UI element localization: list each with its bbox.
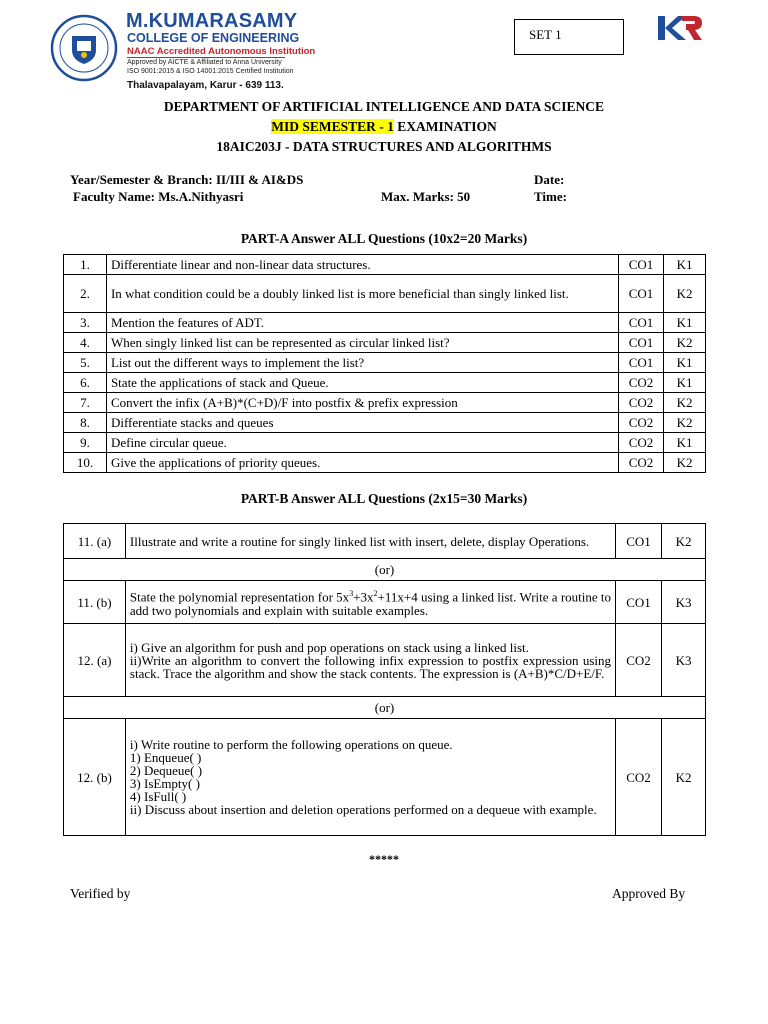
knowledge-level: K2 — [664, 275, 706, 313]
knowledge-level: K2 — [664, 453, 706, 473]
table-row — [64, 697, 706, 719]
divider — [127, 57, 285, 58]
knowledge-level: K2 — [664, 393, 706, 413]
question-text: Differentiate stacks and queues — [106, 413, 618, 433]
faculty-name: Faculty Name: Ms.A.Nithyasri — [73, 189, 244, 204]
table-row — [64, 581, 706, 624]
question-number: 2. — [64, 275, 107, 313]
table-row — [64, 313, 706, 333]
question-text: Define circular queue. — [106, 433, 618, 453]
part-a-table — [63, 254, 706, 473]
question-part-2: ii)Write an algorithm to convert the following infix expression to postfix expression using stack. Trace the algorithm and show the stack contents. The expression is (A+B)*C/D+E/F. — [129, 652, 612, 681]
question-text: Differentiate linear and non-linear data structures. — [106, 255, 618, 275]
course-outcome: CO2 — [619, 433, 664, 453]
question-text — [125, 719, 615, 836]
knowledge-level: K2 — [662, 719, 706, 836]
college-name: M.KUMARASAMY — [126, 10, 298, 32]
course-outcome: CO1 — [616, 524, 662, 559]
part-a-title: PART-A Answer ALL Questions (10x2=20 Marks) — [240, 231, 528, 246]
knowledge-level: K3 — [662, 624, 706, 697]
course-outcome: CO2 — [616, 719, 662, 836]
question-line: i) Write routine to perform the following operations on queue. — [129, 737, 453, 752]
question-text: List out the different ways to implement the list? — [106, 353, 618, 373]
question-text — [125, 624, 615, 697]
table-row — [64, 433, 706, 453]
knowledge-level: K2 — [664, 413, 706, 433]
course-outcome: CO1 — [619, 275, 664, 313]
table-row — [64, 255, 706, 275]
course-outcome: CO2 — [619, 413, 664, 433]
or-separator: (or) — [64, 697, 706, 719]
course-outcome: CO1 — [619, 313, 664, 333]
table-row — [64, 524, 706, 559]
table-row — [64, 453, 706, 473]
question-number: 12. (b) — [64, 719, 126, 836]
question-text: Give the applications of priority queues. — [106, 453, 618, 473]
college-seal-logo — [50, 14, 118, 82]
question-text: State the applications of stack and Queue. — [106, 373, 618, 393]
year-semester-branch: Year/Semester & Branch: II/III & AI&DS — [70, 172, 304, 187]
question-line: ii) Discuss about insertion and deletion operations performed on a dequeue with example. — [129, 802, 597, 817]
max-marks: Max. Marks: 50 — [381, 189, 471, 204]
knowledge-level: K1 — [664, 313, 706, 333]
question-part-1: i) Give an algorithm for push and pop operations on stack using a linked list. — [129, 639, 529, 655]
table-row — [64, 624, 706, 697]
knowledge-level: K2 — [662, 524, 706, 559]
verified-by: Verified by — [70, 886, 131, 901]
table-row — [64, 719, 706, 836]
exam-title-rest: EXAMINATION — [393, 119, 497, 134]
question-line: 1) Enqueue( ) — [129, 750, 202, 765]
question-text: In what condition could be a doubly linked list is more beneficial than singly linked list. — [106, 275, 618, 313]
knowledge-level: K2 — [664, 333, 706, 353]
question-line: 4) IsFull( ) — [129, 789, 187, 804]
department-title: DEPARTMENT OF ARTIFICIAL INTELLIGENCE AND DATA SCIENCE — [163, 99, 605, 114]
knowledge-level: K3 — [662, 581, 706, 624]
course-outcome: CO2 — [619, 373, 664, 393]
course-outcome: CO2 — [619, 393, 664, 413]
question-number: 4. — [64, 333, 107, 353]
table-row — [64, 393, 706, 413]
course-outcome: CO1 — [619, 353, 664, 373]
time-label: Time: — [534, 189, 567, 204]
question-text: Convert the infix (A+B)*(C+D)/F into postfix & prefix expression — [106, 393, 618, 413]
iso-text: ISO 9001:2015 & ISO 14001:2015 Certified Institution — [127, 68, 294, 75]
affiliation-text: Approved by AICTE & Affiliated to Anna University — [127, 59, 282, 66]
table-row — [64, 559, 706, 581]
part-b-title: PART-B Answer ALL Questions (2x15=30 Marks) — [240, 491, 528, 506]
set-number-box: SET 1 — [514, 19, 624, 55]
question-text: Illustrate and write a routine for singly linked list with insert, delete, display Operations. — [125, 524, 615, 559]
table-row — [64, 353, 706, 373]
course-outcome: CO2 — [619, 453, 664, 473]
question-number: 3. — [64, 313, 107, 333]
course-outcome: CO1 — [616, 581, 662, 624]
question-number: 11. (a) — [64, 524, 126, 559]
question-line: 2) Dequeue( ) — [129, 763, 203, 778]
knowledge-level: K1 — [664, 353, 706, 373]
question-number: 6. — [64, 373, 107, 393]
question-number: 8. — [64, 413, 107, 433]
question-number: 11. (b) — [64, 581, 126, 624]
college-subtitle: COLLEGE OF ENGINEERING — [127, 31, 300, 45]
table-row — [64, 275, 706, 313]
college-address: Thalavapalayam, Karur - 639 113. — [127, 80, 284, 91]
kr-logo-icon — [656, 13, 704, 43]
question-number: 7. — [64, 393, 107, 413]
question-line: 3) IsEmpty( ) — [129, 776, 200, 791]
table-row — [64, 413, 706, 433]
knowledge-level: K1 — [664, 373, 706, 393]
question-number: 5. — [64, 353, 107, 373]
knowledge-level: K1 — [664, 433, 706, 453]
naac-tagline: NAAC Accredited Autonomous Institution — [127, 46, 316, 57]
part-b-table — [63, 523, 706, 836]
course-outcome: CO1 — [619, 255, 664, 275]
table-row — [64, 333, 706, 353]
or-separator: (or) — [64, 559, 706, 581]
knowledge-level: K1 — [664, 255, 706, 275]
end-marker: ***** — [369, 852, 399, 866]
question-text: State the polynomial representation for $5x^3+3x^2+11x+4$ using a linked list. Write a routine to add two polynomials and explain with suitable examples. — [125, 581, 615, 624]
exam-title — [0, 119, 768, 135]
date-label: Date: — [534, 172, 565, 187]
course-outcome: CO2 — [616, 624, 662, 697]
question-number: 10. — [64, 453, 107, 473]
question-text: Mention the features of ADT. — [106, 313, 618, 333]
course-outcome: CO1 — [619, 333, 664, 353]
mid-semester-highlight: MID SEMESTER - 1 — [271, 119, 394, 134]
question-number: 1. — [64, 255, 107, 275]
question-number: 12. (a) — [64, 624, 126, 697]
question-text: When singly linked list can be represented as circular linked list? — [106, 333, 618, 353]
course-title: 18AIC203J - DATA STRUCTURES AND ALGORITHMS — [216, 139, 552, 154]
approved-by: Approved By — [612, 886, 686, 901]
table-row — [64, 373, 706, 393]
question-number: 9. — [64, 433, 107, 453]
